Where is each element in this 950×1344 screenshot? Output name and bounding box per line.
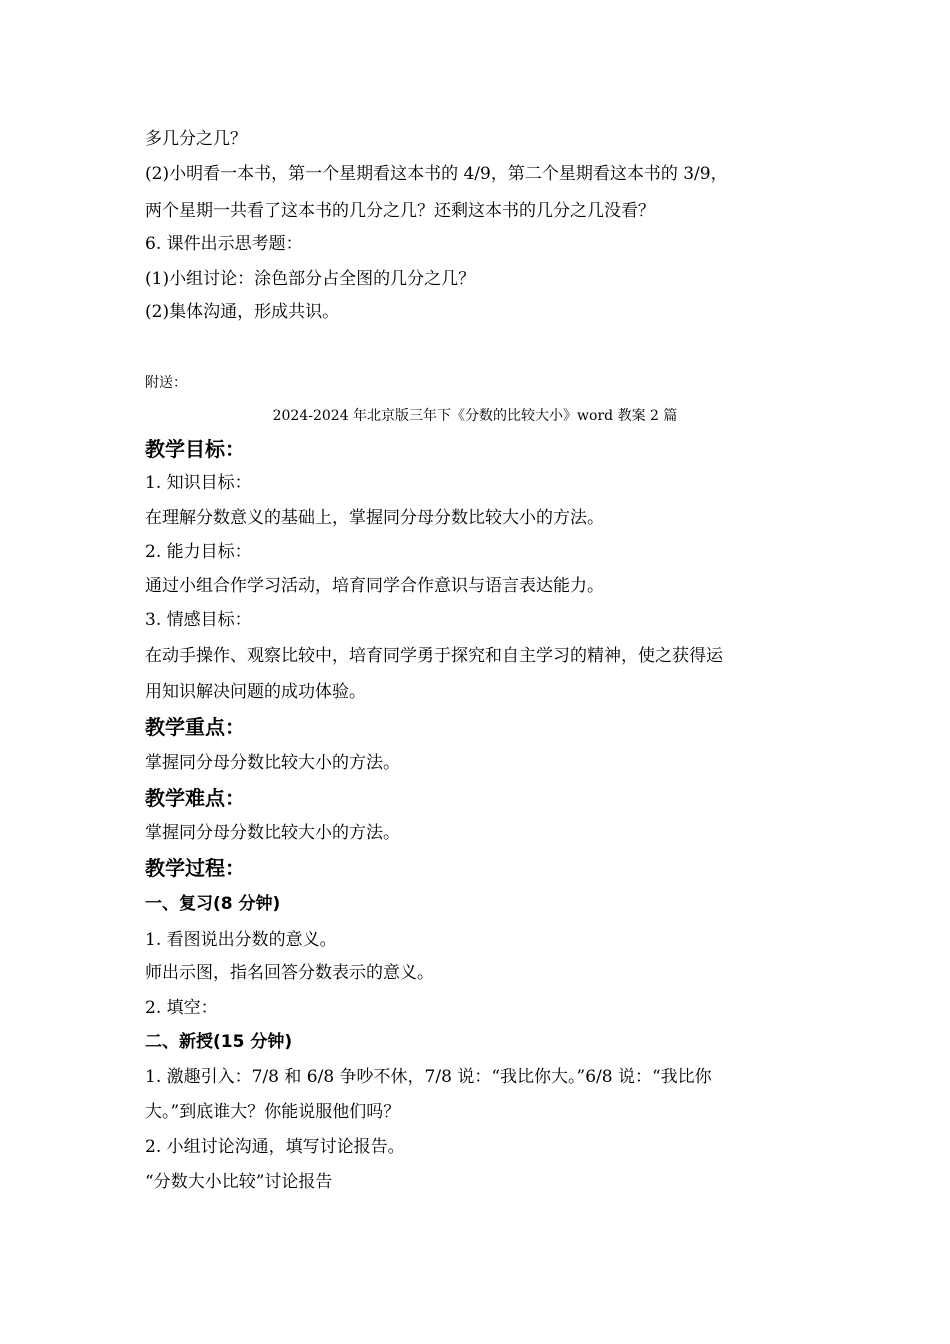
process-heading: 教学过程： bbox=[145, 856, 245, 880]
goal-1-label: 1. 知识目标： bbox=[145, 473, 252, 493]
section-2-item-1b: 大。”到底谁大？你能说服他们吗？ bbox=[145, 1102, 401, 1122]
section-2-heading: 二、新授(15 分钟) bbox=[145, 1032, 293, 1052]
goal-1-text: 在理解分数意义的基础上，掌握同分母分数比较大小的方法。 bbox=[145, 508, 604, 528]
intro-line-3: 两个星期一共看了这本书的几分之几？还剩这本书的几分之几没看？ bbox=[145, 201, 655, 221]
intro-line-5: (1)小组讨论：涂色部分占全图的几分之几？ bbox=[145, 269, 476, 289]
goal-3-label: 3. 情感目标： bbox=[145, 610, 252, 630]
goal-3-text-2: 用知识解决问题的成功体验。 bbox=[145, 682, 366, 702]
section-1-item-2: 师出示图，指名回答分数表示的意义。 bbox=[145, 963, 434, 983]
section-2-item-3: “分数大小比较”讨论报告 bbox=[145, 1172, 333, 1192]
intro-line-2: (2)小明看一本书，第一个星期看这本书的 4/9，第二个星期看这本书的 3/9， bbox=[145, 164, 728, 184]
intro-line-6: (2)集体沟通，形成共识。 bbox=[145, 302, 340, 322]
intro-line-4: 6. 课件出示思考题： bbox=[145, 234, 303, 254]
section-1-item-3: 2. 填空： bbox=[145, 998, 218, 1018]
goal-3-text-1: 在动手操作、观察比较中，培育同学勇于探究和自主学习的精神，使之获得运 bbox=[145, 646, 723, 666]
intro-line-1: 多几分之几？ bbox=[145, 129, 247, 149]
difficulty-text: 掌握同分母分数比较大小的方法。 bbox=[145, 823, 400, 843]
goal-2-label: 2. 能力目标： bbox=[145, 542, 252, 562]
document-title: 2024-2024 年北京版三年下《分数的比较大小》word 教案 2 篇 bbox=[272, 408, 678, 424]
key-point-heading: 教学重点： bbox=[145, 715, 245, 739]
section-1-heading: 一、复习(8 分钟) bbox=[145, 894, 281, 914]
key-point-text: 掌握同分母分数比较大小的方法。 bbox=[145, 753, 400, 773]
section-2-item-1a: 1. 激趣引入：7/8 和 6/8 争吵不休，7/8 说：“我比你大。”6/8 说：“我比你 bbox=[145, 1067, 712, 1087]
goals-heading: 教学目标： bbox=[145, 437, 245, 461]
goal-2-text: 通过小组合作学习活动，培育同学合作意识与语言表达能力。 bbox=[145, 576, 604, 596]
section-2-item-2: 2. 小组讨论沟通，填写讨论报告。 bbox=[145, 1137, 405, 1157]
appendix-label: 附送： bbox=[145, 375, 187, 391]
difficulty-heading: 教学难点： bbox=[145, 786, 245, 810]
section-1-item-1: 1. 看图说出分数的意义。 bbox=[145, 930, 337, 950]
